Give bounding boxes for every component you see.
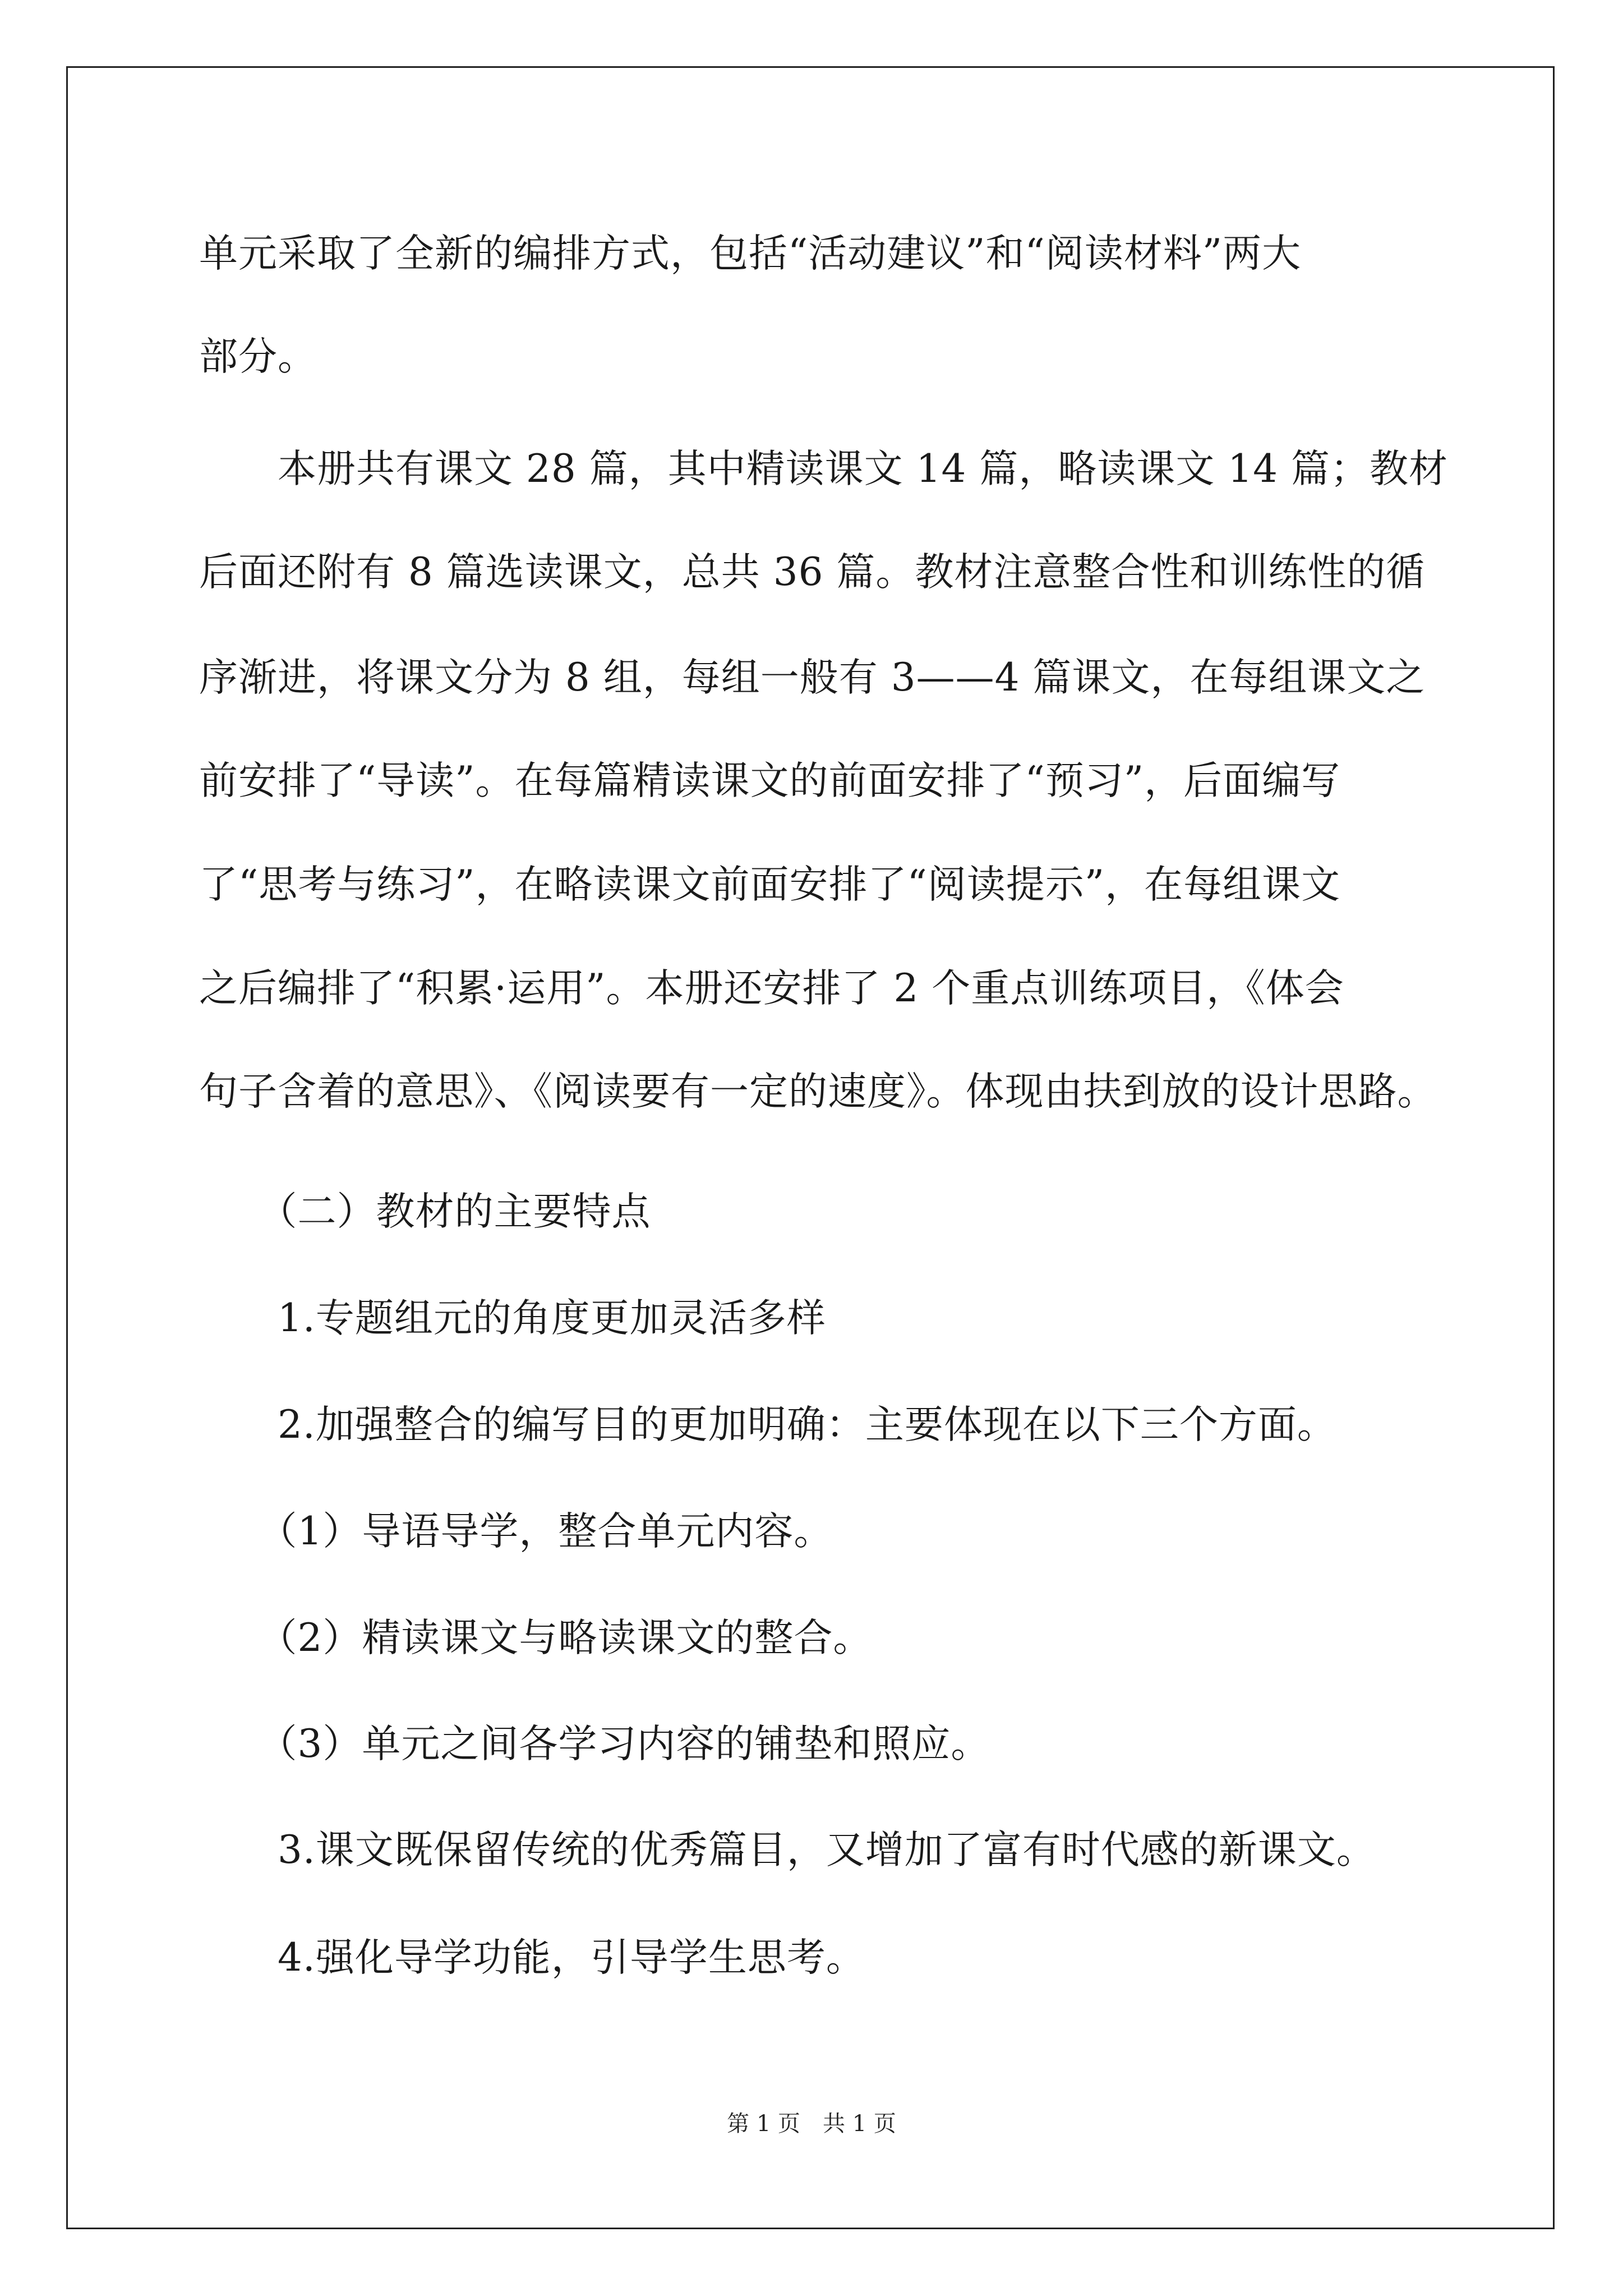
section-heading: （二）教材的主要特点: [199, 1189, 651, 1234]
text-line: 单元采取了全新的编排方式，包括“活动建议”和“阅读材料”两大: [199, 231, 1302, 276]
list-item: （2）精读课文与略读课文的整合。: [199, 1616, 873, 1660]
text-line: 之后编排了“积累·运用”。本册还安排了 2 个重点训练项目，《体会: [199, 966, 1344, 1011]
list-item: （3）单元之间各学习内容的铺垫和照应。: [199, 1722, 990, 1766]
text-line: 后面还附有 8 篇选读课文，总共 36 篇。教材注意整合性和训练性的循: [199, 550, 1426, 595]
list-item: 4.强化导学功能，引导学生思考。: [199, 1935, 865, 1980]
list-item: 1.专题组元的角度更加灵活多样: [199, 1296, 826, 1341]
list-item: （1）导语导学，整合单元内容。: [199, 1509, 833, 1554]
text-line: 句子含着的意思》、《阅读要有一定的速度》。体现由扶到放的设计思路。: [199, 1069, 1437, 1114]
text-line: 了“思考与练习”，在略读课文前面安排了“阅读提示”，在每组课文: [199, 862, 1341, 907]
text-line: 前安排了“导读”。在每篇精读课文的前面安排了“预习”，后面编写: [199, 758, 1341, 803]
text-line: 部分。: [199, 334, 317, 379]
text-line: 本册共有课文 28 篇，其中精读课文 14 篇，略读课文 14 篇；教材: [199, 447, 1448, 491]
page-footer: 第 1 页 共 1 页: [727, 2111, 896, 2137]
list-item: 3.课文既保留传统的优秀篇目，又增加了富有时代感的新课文。: [199, 1828, 1376, 1872]
text-line: 序渐进，将课文分为 8 组，每组一般有 3——4 篇课文，在每组课文之: [199, 655, 1426, 700]
page-border: [66, 66, 1555, 2229]
list-item: 2.加强整合的编写目的更加明确：主要体现在以下三个方面。: [199, 1402, 1336, 1447]
